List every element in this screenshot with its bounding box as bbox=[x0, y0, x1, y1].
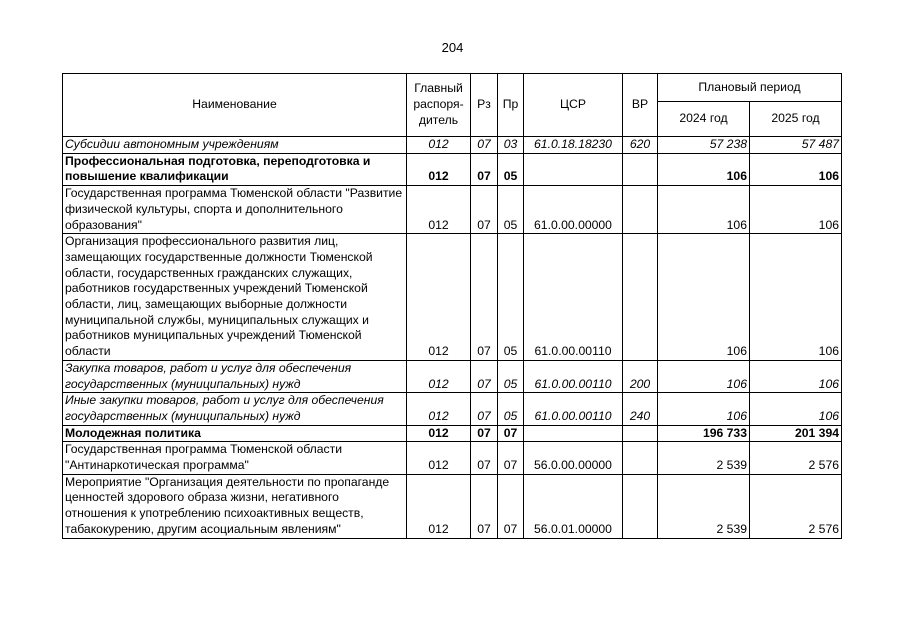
row-2024: 57 238 bbox=[658, 137, 750, 154]
row-2024: 106 bbox=[658, 360, 750, 392]
row-csr: 56.0.01.00000 bbox=[524, 474, 623, 538]
row-2025: 106 bbox=[750, 186, 842, 234]
row-rz: 07 bbox=[471, 393, 498, 425]
row-name: Государственная программа Тюменской области "Развитие физической культуры, спорта и дополнительного образования" bbox=[63, 186, 407, 234]
page-number: 204 bbox=[441, 40, 464, 55]
table-row bbox=[63, 360, 842, 392]
row-csr: 61.0.00.00110 bbox=[524, 234, 623, 361]
row-rz: 07 bbox=[471, 425, 498, 442]
row-csr: 61.0.18.18230 bbox=[524, 137, 623, 154]
row-vr bbox=[623, 442, 658, 474]
row-vr bbox=[623, 186, 658, 234]
row-2024: 2 539 bbox=[658, 474, 750, 538]
row-csr: 61.0.00.00110 bbox=[524, 360, 623, 392]
row-pr: 07 bbox=[498, 442, 524, 474]
row-name: Молодежная политика bbox=[63, 425, 407, 442]
row-name: Иные закупки товаров, работ и услуг для обеспечения государственных (муниципальных) нужд bbox=[63, 393, 407, 425]
row-chief: 012 bbox=[407, 442, 471, 474]
header-chief bbox=[407, 74, 471, 137]
row-name: Государственная программа Тюменской области "Антинаркотическая программа" bbox=[63, 442, 407, 474]
row-2024: 106 bbox=[658, 186, 750, 234]
row-rz: 07 bbox=[471, 234, 498, 361]
row-2025: 106 bbox=[750, 153, 842, 185]
row-csr: 56.0.00.00000 bbox=[524, 442, 623, 474]
header-planned-period: Плановый период bbox=[658, 74, 842, 102]
row-rz: 07 bbox=[471, 360, 498, 392]
header-chief-line2: распоря- bbox=[413, 97, 464, 112]
table-row bbox=[63, 234, 842, 361]
row-csr bbox=[524, 153, 623, 185]
row-name: Субсидии автономным учреждениям bbox=[63, 137, 407, 154]
table-row bbox=[63, 442, 842, 474]
row-chief: 012 bbox=[407, 234, 471, 361]
row-vr: 240 bbox=[623, 393, 658, 425]
row-vr bbox=[623, 153, 658, 185]
row-csr: 61.0.00.00110 bbox=[524, 393, 623, 425]
row-name: Мероприятие "Организация деятельности по пропаганде ценностей здорового образа жизни, негативного отношения к употреблению психоактивных веществ, табакокурению, другим асоциальным явлениям" bbox=[63, 474, 407, 538]
row-2024: 106 bbox=[658, 234, 750, 361]
row-pr: 07 bbox=[498, 474, 524, 538]
row-2024: 2 539 bbox=[658, 442, 750, 474]
row-2025: 106 bbox=[750, 360, 842, 392]
header-pr: Пр bbox=[498, 74, 524, 137]
row-chief: 012 bbox=[407, 425, 471, 442]
row-2025: 106 bbox=[750, 393, 842, 425]
row-vr bbox=[623, 234, 658, 361]
row-2025: 201 394 bbox=[750, 425, 842, 442]
row-chief: 012 bbox=[407, 360, 471, 392]
row-pr: 07 bbox=[498, 425, 524, 442]
row-pr: 05 bbox=[498, 393, 524, 425]
header-year-2024: 2024 год bbox=[658, 102, 750, 137]
header-year-2025: 2025 год bbox=[750, 102, 842, 137]
row-pr: 05 bbox=[498, 186, 524, 234]
row-name: Закупка товаров, работ и услуг для обеспечения государственных (муниципальных) нужд bbox=[63, 360, 407, 392]
header-rz: Рз bbox=[471, 74, 498, 137]
row-csr bbox=[524, 425, 623, 442]
row-2024: 106 bbox=[658, 153, 750, 185]
table-row bbox=[63, 153, 842, 185]
row-rz: 07 bbox=[471, 474, 498, 538]
row-name: Профессиональная подготовка, переподготовка и повышение квалификации bbox=[63, 153, 407, 185]
table-row bbox=[63, 137, 842, 154]
row-rz: 07 bbox=[471, 153, 498, 185]
table-row bbox=[63, 474, 842, 538]
row-vr: 200 bbox=[623, 360, 658, 392]
row-csr: 61.0.00.00000 bbox=[524, 186, 623, 234]
row-vr: 620 bbox=[623, 137, 658, 154]
row-pr: 03 bbox=[498, 137, 524, 154]
row-2025: 2 576 bbox=[750, 474, 842, 538]
row-chief: 012 bbox=[407, 393, 471, 425]
row-2024: 196 733 bbox=[658, 425, 750, 442]
row-pr: 05 bbox=[498, 153, 524, 185]
row-pr: 05 bbox=[498, 360, 524, 392]
row-rz: 07 bbox=[471, 137, 498, 154]
row-vr bbox=[623, 425, 658, 442]
row-pr: 05 bbox=[498, 234, 524, 361]
header-name: Наименование bbox=[63, 74, 407, 137]
row-chief: 012 bbox=[407, 153, 471, 185]
header-chief-line1: Главный bbox=[414, 81, 463, 96]
row-chief: 012 bbox=[407, 186, 471, 234]
row-rz: 07 bbox=[471, 442, 498, 474]
row-chief: 012 bbox=[407, 137, 471, 154]
header-vr: ВР bbox=[623, 74, 658, 137]
row-2025: 106 bbox=[750, 234, 842, 361]
row-chief: 012 bbox=[407, 474, 471, 538]
row-2025: 2 576 bbox=[750, 442, 842, 474]
table-row bbox=[63, 425, 842, 442]
row-2024: 106 bbox=[658, 393, 750, 425]
row-name: Организация профессионального развития лиц, замещающих государственные должности Тюменской области, государственных гражданских служащих, работников государственных учреждений Тюменской области, лиц, замещающих выборные должности муниципальной службы, муниципальных служащих и работников муниципальных учреждений Тюменской области bbox=[63, 234, 407, 361]
header-csr: ЦСР bbox=[524, 74, 623, 137]
table-row bbox=[63, 186, 842, 234]
table-row bbox=[63, 393, 842, 425]
budget-table bbox=[62, 73, 842, 539]
row-rz: 07 bbox=[471, 186, 498, 234]
header-chief-line3: дитель bbox=[418, 112, 459, 127]
row-2025: 57 487 bbox=[750, 137, 842, 154]
row-vr bbox=[623, 474, 658, 538]
